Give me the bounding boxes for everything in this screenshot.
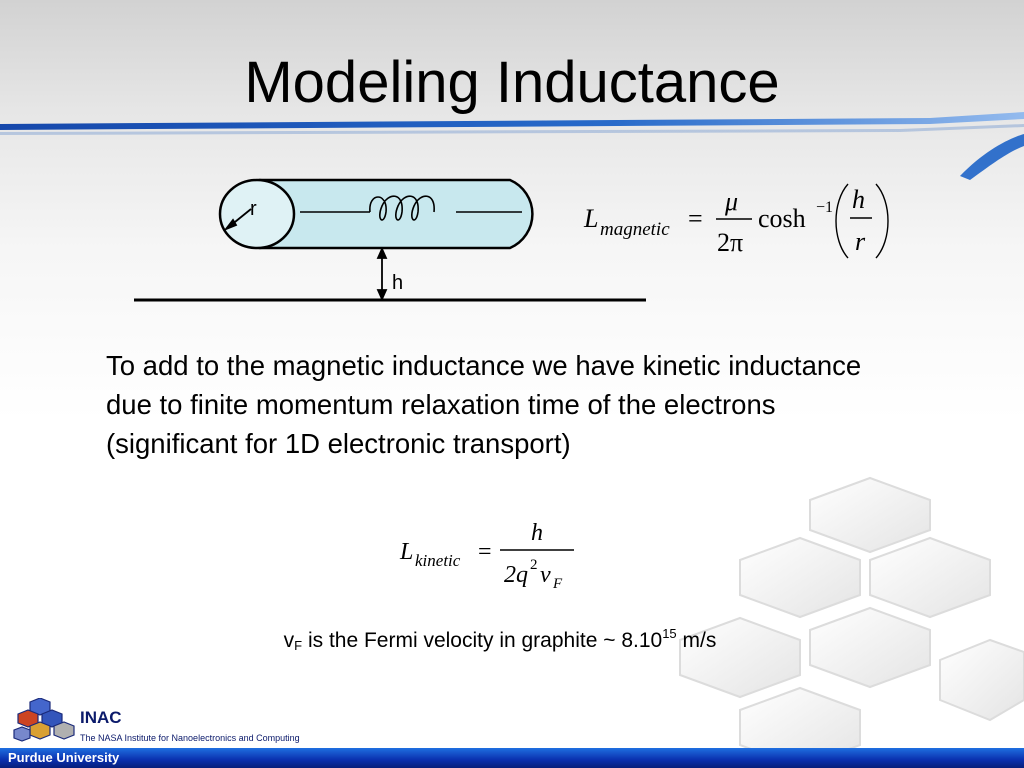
eq-mag-function: cosh [758, 204, 806, 233]
eq-kin-denominator-a: 2q [504, 562, 528, 588]
eq-kin-denominator-exponent: 2 [530, 557, 538, 573]
eq-kin-equals: = [478, 539, 492, 565]
fermi-text: is the Fermi velocity in graphite ~ 8.10 [302, 629, 663, 652]
fermi-symbol: v [283, 629, 295, 652]
eq-mag-lhs: L [584, 204, 599, 233]
eq-kin-denominator-subscript: F [553, 576, 563, 592]
eq-kin-lhs-sub: kinetic [415, 551, 461, 570]
eq-mag-lhs-sub: magnetic [600, 219, 670, 240]
eq-mag-right-paren [876, 184, 888, 258]
eq-mag-numerator: μ [725, 187, 739, 216]
magnetic-inductance-equation [580, 178, 900, 264]
fermi-unit: m/s [676, 629, 717, 652]
eq-mag-left-paren [836, 184, 848, 258]
kinetic-inductance-equation [396, 516, 586, 596]
body-paragraph: To add to the magnetic inductance we have kinetic inductance due to finite momentum relaxation time of the electrons (significant for 1D electronic transport) [106, 350, 862, 459]
fermi-subscript: F [294, 638, 303, 653]
org-short-name: INAC [80, 708, 122, 727]
slide-title: Modeling Inductance [244, 50, 780, 115]
eq-kin-numerator: h [531, 520, 543, 546]
eq-mag-denominator: 2π [717, 228, 744, 257]
height-arrow [378, 249, 386, 299]
university-name: Purdue University [8, 750, 120, 765]
eq-mag-equals: = [688, 204, 703, 233]
inac-logo-icon [10, 698, 80, 748]
eq-kin-denominator-b: v [540, 562, 551, 588]
wire-cylinder [220, 180, 532, 248]
radius-label: r [250, 198, 257, 220]
footer-bar [0, 748, 1024, 768]
fermi-velocity-note [0, 626, 1000, 653]
eq-mag-function-exponent: −1 [816, 199, 834, 216]
eq-kin-lhs: L [400, 539, 414, 565]
footer-brand [80, 708, 300, 743]
background-hexagons [640, 460, 1024, 768]
eq-mag-arg-numerator: h [852, 185, 865, 214]
org-full-name: The NASA Institute for Nanoelectronics and Computing [80, 733, 300, 743]
height-label: h [392, 272, 404, 294]
eq-mag-arg-denominator: r [855, 227, 866, 256]
fermi-exponent: 15 [662, 626, 677, 641]
